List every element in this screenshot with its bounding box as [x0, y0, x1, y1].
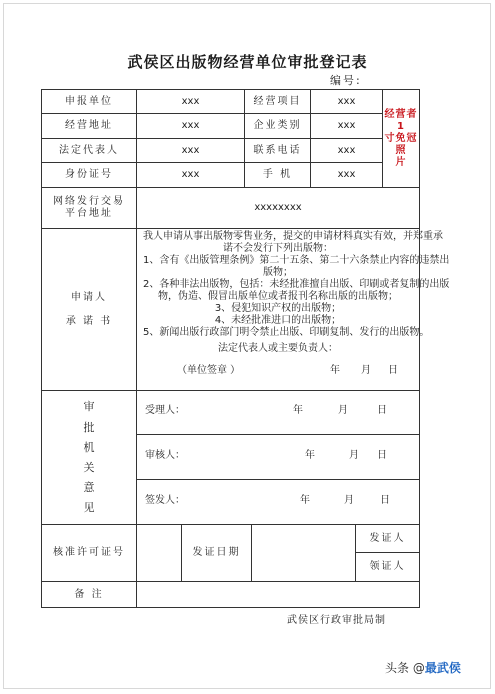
platform-address-label [42, 188, 137, 229]
pledge-line: 物，伪造、假冒出版单位或者报刊名称出版的出版物； [158, 291, 398, 302]
pledge-line: 1、含有《出版管理条例》第二十五条、第二十六条禁止内容的违禁出 [143, 255, 450, 266]
pledge-year: 年 [330, 365, 340, 376]
approval-table [41, 390, 420, 525]
receiver-label: 领证人 [356, 553, 420, 582]
pledge-content [137, 229, 450, 391]
legal-rep-value: xxx [137, 139, 245, 163]
reviewer-day: 日 [377, 450, 387, 461]
pledge-line: 5、新闻出版行政部门明令禁止出版、印刷复制、发行的出版物。 [143, 327, 430, 338]
acceptor-year: 年 [293, 405, 303, 416]
approval-char: 意 [83, 481, 95, 495]
issuer-row [137, 480, 420, 525]
pledge-seal-row [143, 365, 413, 379]
id-number-value: xxx [137, 163, 245, 188]
remarks-label: 备 注 [42, 582, 137, 608]
enterprise-type-label: 企业类别 [245, 114, 311, 139]
reviewer-month: 月 [349, 450, 359, 461]
acceptor-row [137, 391, 420, 435]
id-number-label: 身份证号 [42, 163, 137, 188]
reviewer-label: 审核人： [145, 450, 185, 461]
platform-address-value: xxxxxxxx [137, 188, 420, 229]
issuer-sign-label: 签发人： [145, 495, 185, 506]
pledge-label [42, 229, 137, 391]
reviewer-year: 年 [305, 450, 315, 461]
contact-phone-label: 联系电话 [245, 139, 311, 163]
acceptor-day: 日 [377, 405, 387, 416]
pledge-month: 月 [361, 365, 371, 376]
serial-number-label: 编号: [330, 74, 362, 87]
pledge-line: 4、未经批准进口的出版物； [214, 315, 342, 326]
pledge-line: 诺不会发行下列出版物： [223, 243, 333, 254]
pledge-line: 版物； [263, 267, 293, 278]
issuer-label: 发证人 [356, 525, 420, 553]
contact-phone-value: xxx [311, 139, 383, 163]
photo-placeholder [383, 90, 420, 188]
form-title: 武侯区出版物经营单位审批登记表 [127, 53, 368, 71]
issue-date-label: 发证日期 [182, 525, 252, 582]
mobile-value: xxx [311, 163, 383, 188]
pledge-signer-line: 法定代表人或主要负责人： [218, 343, 338, 354]
business-address-value: xxx [137, 114, 245, 139]
business-item-value: xxx [311, 90, 383, 114]
enterprise-type-value: xxx [311, 114, 383, 139]
approval-side-label [42, 391, 137, 525]
pledge-line: 3、侵犯知识产权的出版物； [214, 303, 342, 314]
platform-label-line-1: 网络发行交易 [53, 196, 125, 207]
pledge-label-line-2: 承 诺 书 [65, 315, 113, 327]
pledge-line: 2、各种非法出版物，包括：未经批准擅自出版、印刷或者复制的出版 [143, 279, 450, 290]
acceptor-month: 月 [338, 405, 348, 416]
photo-note-line-3: 片 [395, 156, 407, 168]
pledge-table [41, 228, 450, 391]
business-item-label: 经营项目 [245, 90, 311, 114]
issuer-year: 年 [300, 495, 310, 506]
remarks-value [137, 582, 420, 608]
pledge-day: 日 [388, 365, 398, 376]
watermark-prefix: 头条 @ [385, 661, 425, 675]
approval-char: 批 [83, 420, 95, 434]
license-number-value [137, 525, 182, 582]
photo-note-line-2: 寸免冠照 [384, 132, 418, 156]
issue-date-value [252, 525, 356, 582]
issuing-authority: 武侯区行政审批局制 [287, 615, 386, 626]
issuer-day: 日 [380, 495, 390, 506]
license-table [41, 524, 420, 608]
applicant-unit-label: 申报单位 [42, 90, 137, 114]
approval-char: 关 [83, 461, 95, 474]
basic-info-table [41, 89, 420, 229]
approval-char: 机 [83, 440, 95, 454]
legal-rep-label: 法定代表人 [42, 139, 137, 163]
watermark [385, 659, 461, 676]
pledge-label-line-1: 申请人 [71, 291, 107, 303]
applicant-unit-value: xxx [137, 90, 245, 114]
license-number-label: 核准许可证号 [42, 525, 137, 582]
business-address-label: 经营地址 [42, 114, 137, 139]
issuer-month: 月 [344, 495, 354, 506]
mobile-label: 手 机 [245, 163, 311, 188]
reviewer-row [137, 435, 420, 480]
pledge-line: 我人申请从事出版物零售业务，提交的申请材料真实有效，并郑重承 [143, 231, 443, 242]
watermark-brand: 最武侯 [424, 661, 461, 675]
photo-note-line-1: 经营者1 [384, 108, 418, 132]
platform-label-line-2: 平台地址 [65, 208, 113, 219]
seal-label: （单位签章 ） [177, 365, 241, 376]
approval-char: 审 [83, 400, 95, 414]
approval-char: 见 [83, 501, 95, 515]
acceptor-label: 受理人： [145, 405, 185, 416]
